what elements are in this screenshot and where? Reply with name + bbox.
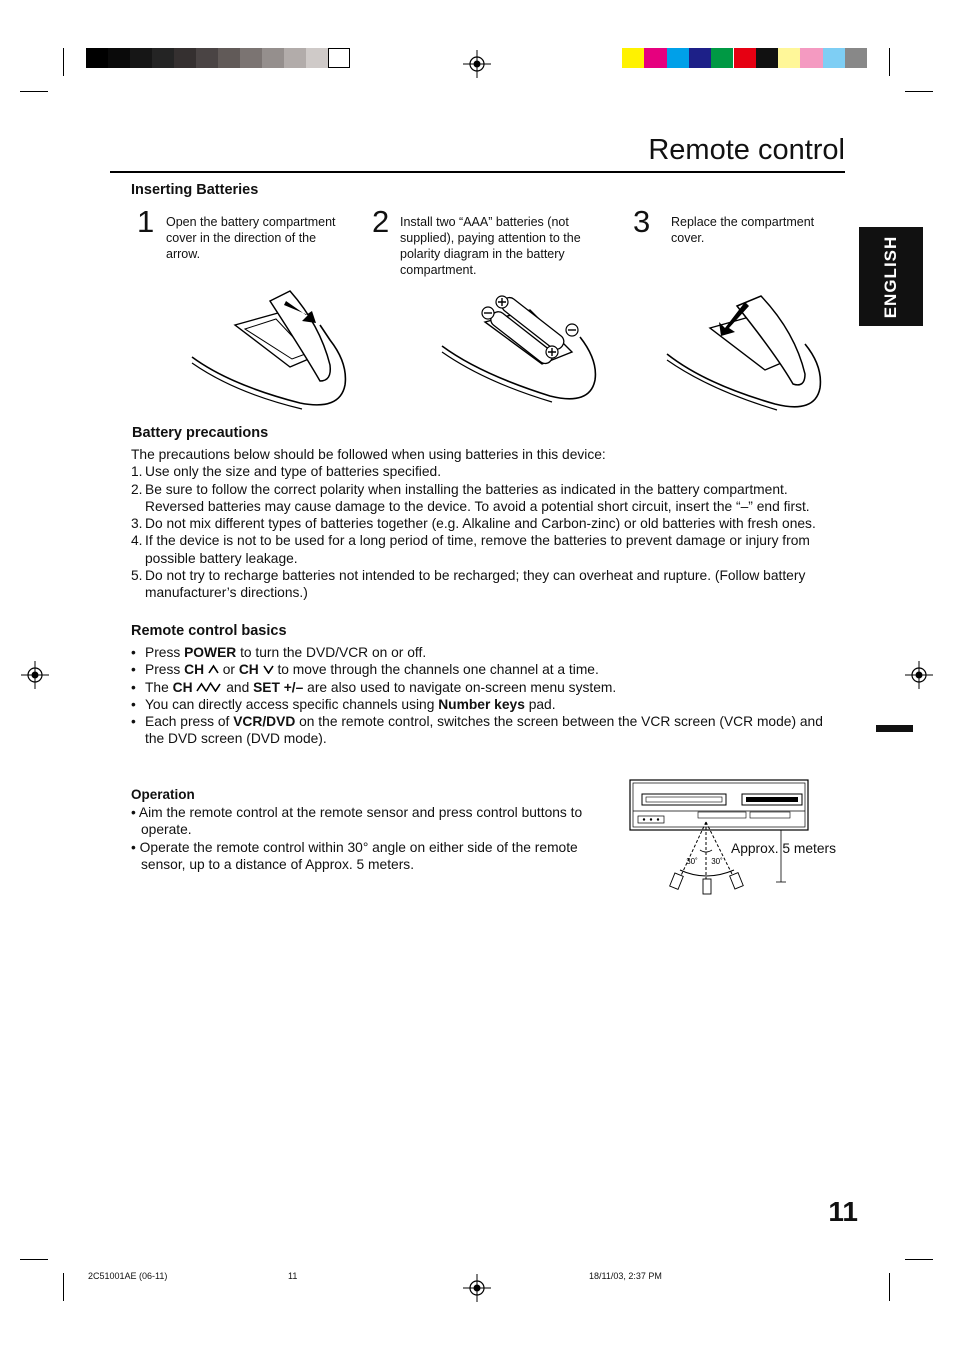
- crop-mark: [63, 48, 64, 76]
- list-number: 1.: [131, 464, 143, 480]
- color-swatch: [328, 48, 350, 68]
- color-swatch: [306, 48, 328, 68]
- operation-item-2: • Operate the remote control within 30° angle on either side of the remote sensor, up to a distance of Approx. 5 meters.: [131, 839, 578, 872]
- text: to turn the DVD/VCR on or off.: [236, 645, 427, 660]
- precautions-intro: The precautions below should be followed when using batteries in this device:: [131, 447, 606, 462]
- text: to move through the channels one channel at a time.: [273, 662, 599, 678]
- text: on the remote control, switches the screen between the VCR screen (VCR mode) and the DVD screen (DVD mode).: [145, 714, 823, 747]
- crop-mark: [20, 1259, 48, 1260]
- print-timestamp: 18/11/03, 2:37 PM: [589, 1271, 662, 1281]
- color-swatch: [622, 48, 644, 68]
- section-marker: [876, 725, 913, 732]
- color-swatch: [667, 48, 689, 68]
- inserting-batteries-heading: Inserting Batteries: [131, 182, 259, 198]
- replace-cover-illustration: [665, 292, 825, 416]
- crop-mark: [63, 1273, 64, 1301]
- list-text: Be sure to follow the correct polarity when installing the batteries as indicated in the battery compartment. Reversed batteries may cause damage to the device. To avoid a potential short circuit, insert the “–” end first.: [145, 481, 810, 514]
- color-swatch: [734, 48, 756, 68]
- color-swatch: [644, 48, 666, 68]
- list-item: [131, 463, 843, 480]
- chevron-down-icon: [263, 664, 274, 674]
- operation-item-1: • Aim the remote control at the remote sensor and press control buttons to operate.: [131, 805, 583, 838]
- text: or: [218, 662, 239, 678]
- precautions-block: [131, 446, 843, 602]
- color-swatch: [823, 48, 845, 68]
- list-item: [131, 532, 843, 567]
- list-number: 3.: [131, 516, 143, 532]
- chevron-up-icon: [208, 664, 219, 674]
- doc-page: 11: [288, 1271, 298, 1281]
- text: pad.: [524, 696, 556, 712]
- color-swatch: [756, 48, 778, 68]
- list-item: [131, 567, 843, 602]
- text: are also used to navigate on-screen menu system.: [303, 679, 617, 695]
- text: Each press of: [145, 714, 234, 730]
- list-item: [131, 515, 843, 532]
- list-item: [131, 679, 843, 696]
- color-swatch: [778, 48, 800, 68]
- color-swatch: [196, 48, 218, 68]
- list-text: Do not mix different types of batteries together (e.g. Alkaline and Carbon-zinc) or old batteries with fresh ones.: [145, 516, 816, 532]
- list-item: [131, 481, 843, 516]
- dvd-vcr-range-diagram: [626, 778, 816, 896]
- crop-mark: [905, 91, 933, 92]
- step-2-number: 2: [372, 204, 390, 239]
- color-swatch: [262, 48, 284, 68]
- language-tab: [859, 227, 923, 326]
- list-item: [131, 661, 843, 678]
- step-3-text: Replace the compartment cover.: [671, 215, 815, 245]
- page-title: Remote control: [648, 134, 845, 166]
- angle-right-label: 30˚: [711, 857, 723, 866]
- crop-mark: [20, 91, 48, 92]
- text: Press: [145, 645, 185, 660]
- remote-basics-heading: Remote control basics: [131, 623, 287, 639]
- operation-text: [131, 804, 609, 873]
- text: Press: [145, 662, 185, 678]
- color-swatch: [152, 48, 174, 68]
- title-rule: [110, 171, 845, 173]
- angle-left-label: 30˚: [686, 857, 698, 866]
- language-tab-label: ENGLISH: [881, 235, 900, 318]
- color-swatch: [240, 48, 262, 68]
- list-item: [131, 696, 843, 713]
- list-text: If the device is not to be used for a long period of time, remove the batteries to prevent damage or injury from possible battery leakage.: [145, 533, 810, 566]
- list-number: 5.: [131, 568, 143, 584]
- remote-basics-list: [131, 644, 843, 748]
- operation-heading: Operation: [131, 787, 195, 802]
- color-swatch: [845, 48, 867, 68]
- key-name: POWER: [184, 645, 237, 660]
- list-item: [131, 713, 843, 748]
- key-name: Number keys: [438, 696, 525, 712]
- doc-code: 2C51001AE (06-11): [88, 1271, 168, 1281]
- page-number: 11: [828, 1196, 858, 1227]
- range-label: Approx. 5 meters: [731, 841, 837, 856]
- key-name: VCR/DVD: [233, 714, 296, 730]
- step-2-text: Install two “AAA” batteries (not supplied), paying attention to the polarity diagram in the battery compartment.: [400, 215, 581, 277]
- list-number: 2.: [131, 481, 143, 497]
- key-name: CH: [172, 679, 193, 695]
- list-number: 4.: [131, 533, 143, 549]
- list-item: [131, 644, 843, 661]
- open-cover-illustration: [190, 285, 350, 413]
- list-text: Use only the size and type of batteries specified.: [145, 464, 442, 480]
- crop-mark: [889, 1273, 890, 1301]
- registration-mark-icon: [21, 661, 49, 689]
- key-name: CH: [238, 662, 259, 678]
- chevron-up-down-icon: [196, 682, 222, 692]
- crop-mark: [905, 1259, 933, 1260]
- text: and: [222, 679, 254, 695]
- color-swatch: [86, 48, 108, 68]
- registration-mark-icon: [905, 661, 933, 689]
- crop-mark: [889, 48, 890, 76]
- registration-mark-icon: [463, 1274, 491, 1302]
- precautions-list: [131, 463, 843, 601]
- color-swatch: [800, 48, 822, 68]
- text: You can directly access specific channels using: [145, 696, 439, 712]
- registration-mark-icon: [463, 50, 491, 78]
- step-1-text: Open the battery compartment cover in the direction of the arrow.: [166, 215, 336, 261]
- battery-precautions-heading: Battery precautions: [132, 425, 269, 441]
- text: The: [145, 679, 173, 695]
- color-swatch: [108, 48, 130, 68]
- key-name: CH: [184, 662, 205, 678]
- color-swatch: [689, 48, 711, 68]
- list-text: Do not try to recharge batteries not intended to be recharged; they can overheat and rupture. (Follow battery manufacturer’s directions.): [145, 568, 806, 601]
- step-1-number: 1: [137, 204, 155, 239]
- color-swatch: [130, 48, 152, 68]
- insert-batteries-illustration: [440, 292, 600, 412]
- color-swatch: [711, 48, 733, 68]
- key-name: SET +/–: [253, 679, 304, 695]
- color-swatch: [174, 48, 196, 68]
- step-3-number: 3: [633, 204, 651, 239]
- color-swatch: [284, 48, 306, 68]
- color-swatch: [218, 48, 240, 68]
